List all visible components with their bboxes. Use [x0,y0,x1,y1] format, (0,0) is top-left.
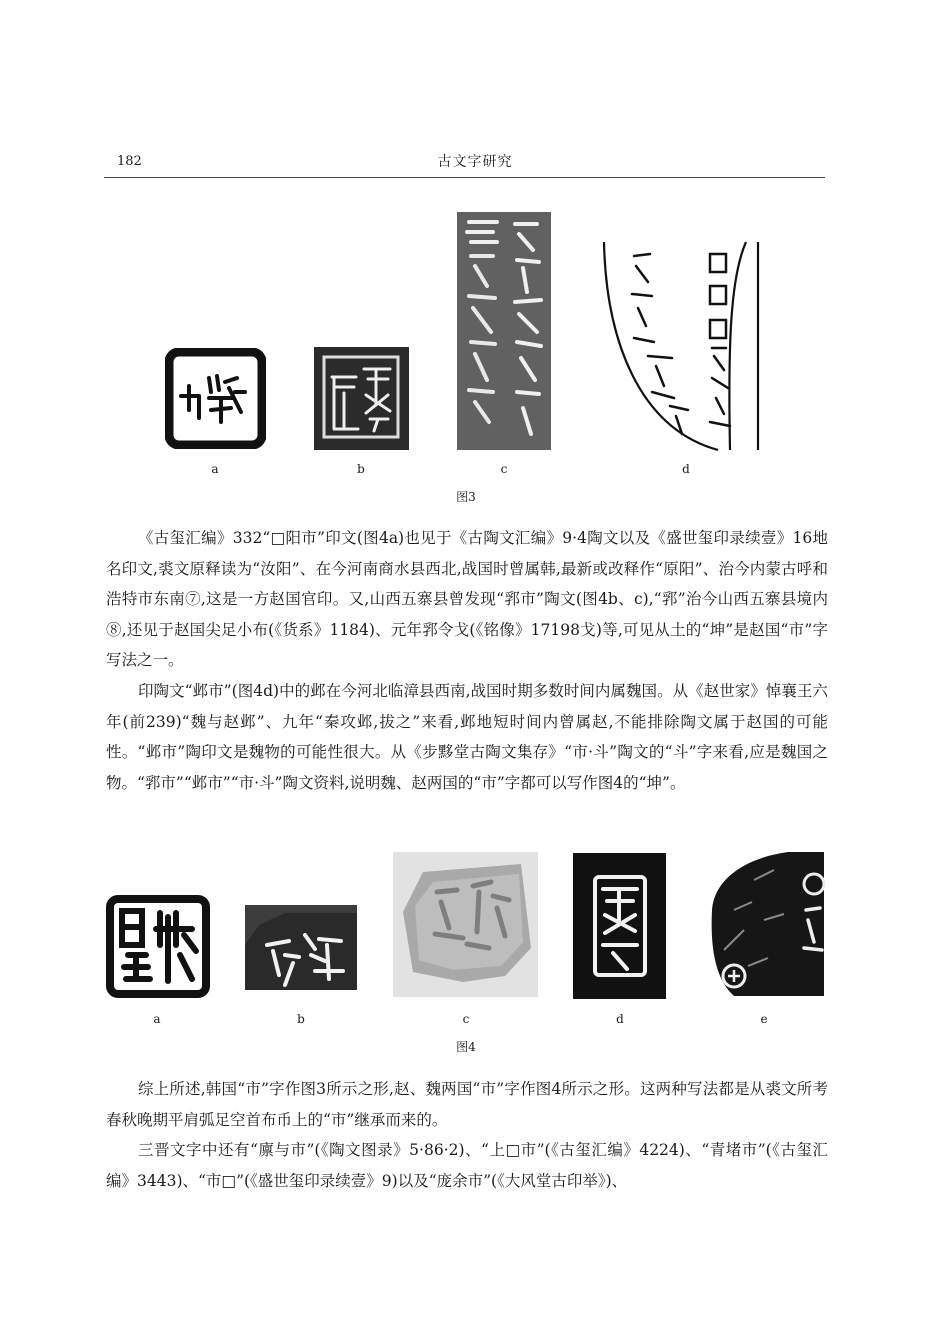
figure4-caption: 图4 [456,1040,476,1054]
paragraph-1: 《古玺汇编》332“□阳市”印文(图4a)也见于《古陶文汇编》9·4陶文以及《盛世玺印录续壹》16地名印文,裘文原释读为“汝阳”、在今河南商水县西北,战国时曾属韩,最新或改释作“原阳”、治今内蒙古呼和浩特市东南⑦,这是一方赵国官印。又,山西五寨县曾发现“郛市”陶文(图4b、c),“郛”治今山西五寨县境内⑧,还见于赵国尖足小布(《货系》1184)、元年郛令戈(《铭像》17198戈)等,可见从土的“坤”是赵国“市”字写法之一。 [106,529,828,669]
figure4-label-d: d [616,1012,624,1026]
figure4-label-a: a [153,1012,161,1026]
page-number: 182 [117,154,142,169]
figure4-b-seal-image [245,905,357,990]
figure3-label-b: b [357,462,365,476]
journal-title: 古文字研究 [437,154,513,170]
figure3-a-seal-image [165,348,266,449]
figure3-label-d: d [682,462,690,476]
paragraph-2: 印陶文“邺市”(图4d)中的邺在今河北临漳县西南,战国时期多数时间内属魏国。从《赵世家》悼襄王六年(前239)“魏与赵邺”、九年“秦攻邺,拔之”来看,邺地短时间内曾属赵,不能排除陶文属于赵国的可能性。“邺市”陶印文是魏物的可能性很大。从《步黟堂古陶文集存》“市·斗”陶文的“斗”字来看,应是魏国之物。“郛市”“邺市”“市·斗”陶文资料,说明魏、赵两国的“市”字都可以写作图4的“坤”。 [106,682,828,792]
paragraph-3: 综上所述,韩国“市”字作图3所示之形,赵、魏两国“市”字作图4所示之形。这两种写法都是从裘文所考春秋晚期平肩弧足空首布币上的“市”继承而来的。 [106,1080,828,1129]
figure3-label-a: a [211,462,219,476]
figure4-e-coin-rubbing [704,850,826,998]
figure3-caption: 图3 [456,490,476,504]
header-rule [104,177,825,178]
paragraph-4: 三晋文字中还有“廪与市”(《陶文图录》5·86·2)、“上□市”(《古玺汇编》4224)、“青堵市”(《古玺汇编》3443)、“市□”(《盛世玺印录续壹》9)以及“庞余市”(《大风堂古印举》)、 [106,1141,828,1190]
figure3-b-seal-image [314,347,409,450]
figure4-c-pottery-photo [393,852,538,997]
figure3-c-inscription-image [457,212,551,450]
figure4-a-seal-image [106,895,210,998]
figure4-label-e: e [760,1012,768,1026]
figure4-d-seal-image [573,853,666,999]
figure3-d-coin-drawing [598,238,768,452]
figure4-label-c: c [462,1012,470,1026]
figure3-label-c: c [500,462,508,476]
figure4-label-b: b [297,1012,305,1026]
